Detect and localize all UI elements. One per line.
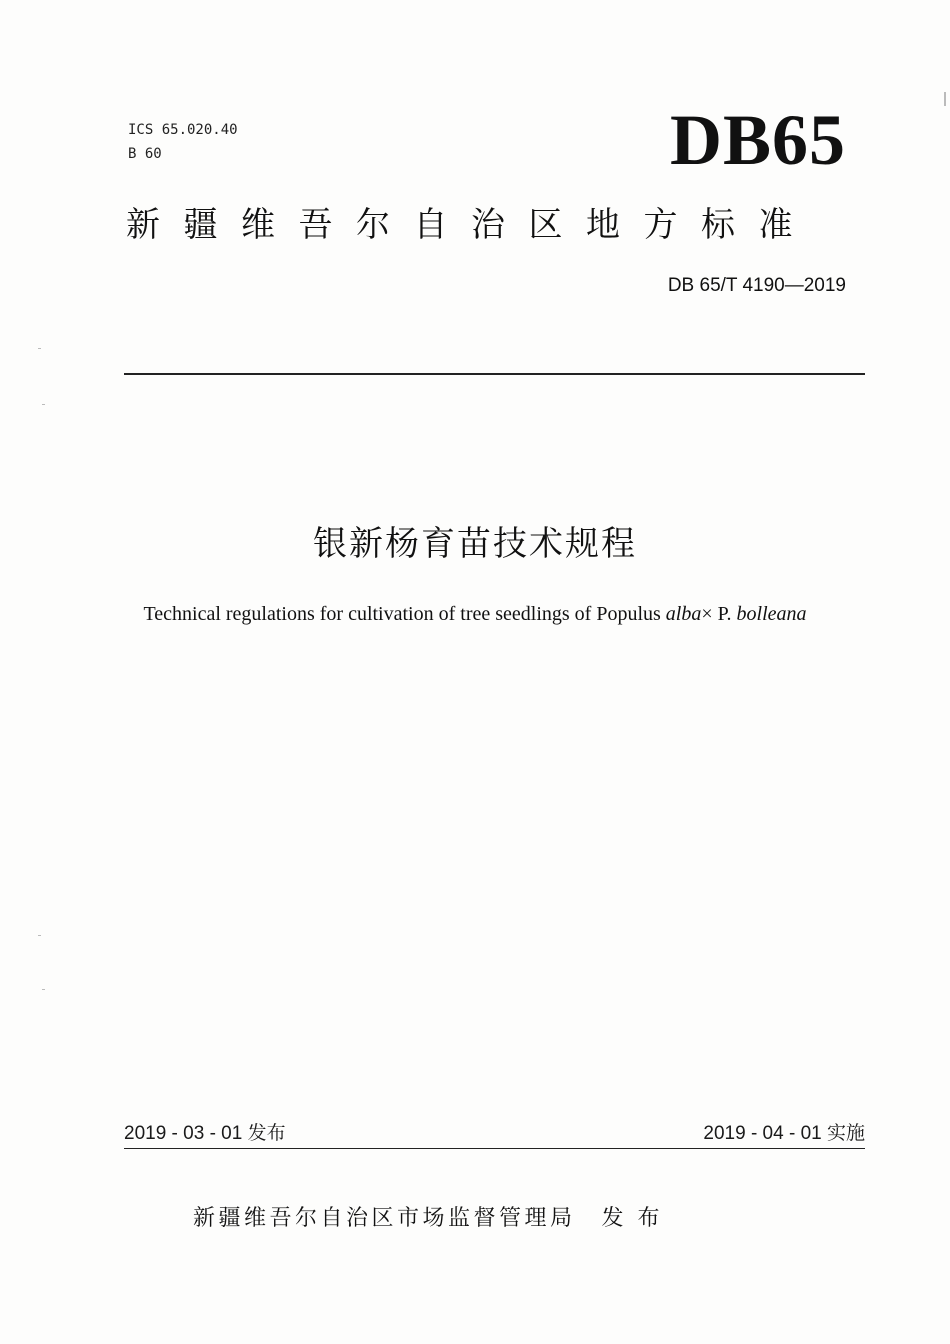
publisher-authority: 新疆维吾尔自治区市场监督管理局 (193, 1206, 576, 1231)
english-title (0, 600, 950, 628)
ccs-code: B 60 (128, 146, 162, 162)
english-title-prefix: Technical regulations for cultivation of tree seedlings of Populus (143, 603, 666, 625)
english-title-species-alba: alba (665, 603, 702, 625)
publisher-action: 发 布 (601, 1206, 664, 1231)
english-title-species-bolleana: bolleana (736, 603, 807, 625)
scan-speck (38, 935, 41, 936)
release-date: 2019 - 03 - 01 发布 (124, 1123, 286, 1144)
scan-speck (42, 404, 45, 405)
standard-number: DB 65/T 4190—2019 (667, 275, 846, 296)
header-divider (124, 373, 865, 375)
db-standard-mark: DB65 (669, 100, 846, 180)
ics-code: ICS 65.020.40 (128, 122, 238, 138)
implementation-date: 2019 - 04 - 01 实施 (703, 1123, 865, 1144)
publisher-line (193, 1202, 663, 1236)
chinese-title: 银新杨育苗技术规程 (313, 524, 637, 564)
scan-speck (38, 348, 41, 349)
scan-speck (42, 989, 45, 990)
english-title-cross: × P. (701, 603, 737, 625)
standard-category-title: 新疆维吾尔自治区地方标准 (126, 205, 816, 245)
scan-speck (944, 92, 946, 106)
date-row (124, 1120, 865, 1149)
classification-codes (128, 118, 238, 166)
